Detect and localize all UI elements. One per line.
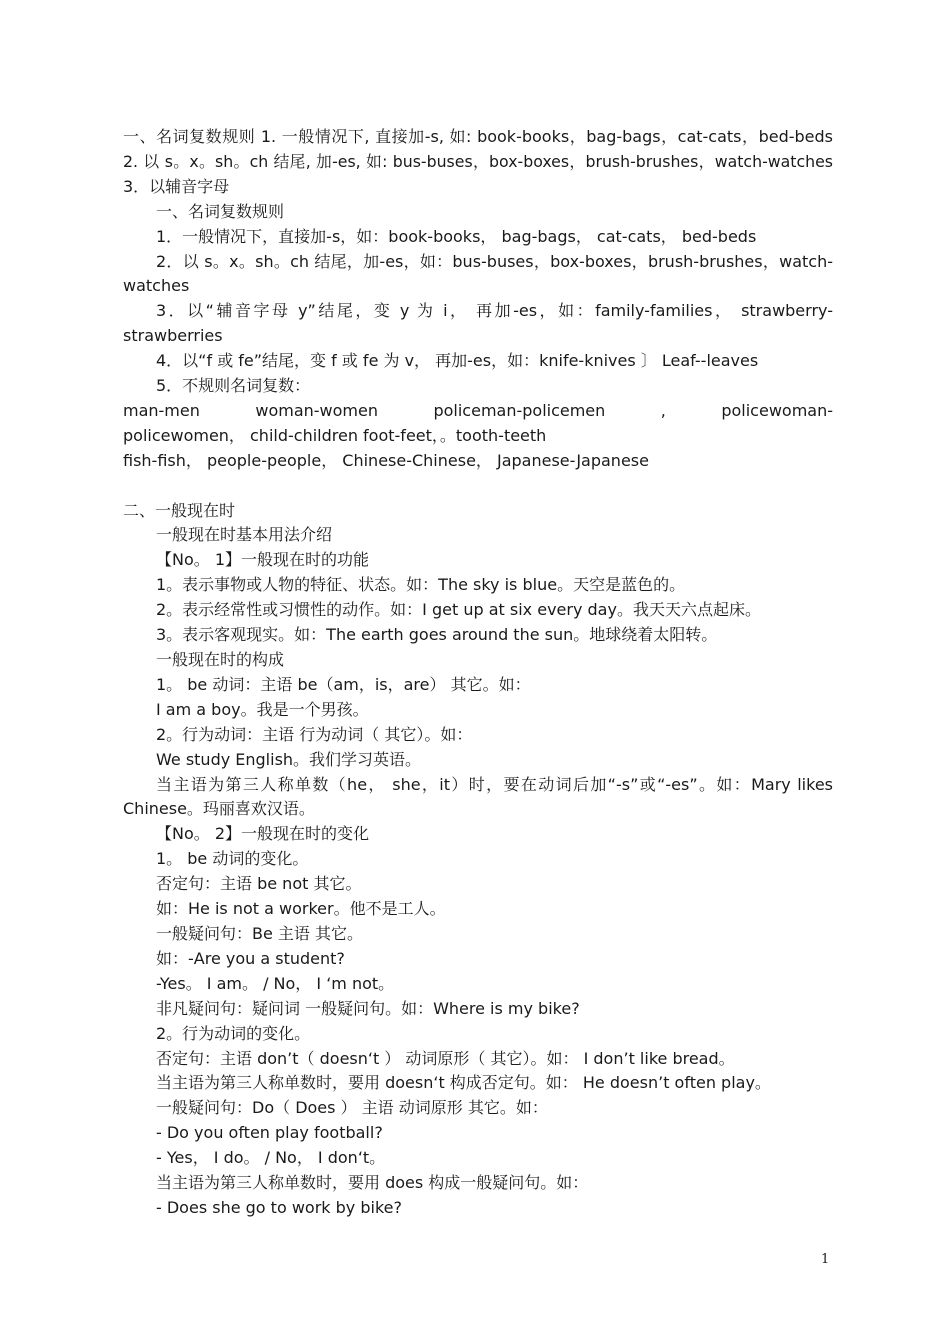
text-line: 如：He is not a worker。他不是工人。 — [156, 899, 446, 919]
page-number: 1 — [821, 1252, 830, 1267]
text-line: 1。 be 动词：主语 be（am，is，are） 其它。如： — [156, 674, 531, 694]
text-line: 当主语为第三人称单数（he， she，it）时，要在动词后加“-s”或“-es”。如：Mary likes — [156, 774, 833, 794]
text-line: 2。行为动词：主语 行为动词（ 其它）。如： — [156, 724, 473, 744]
text-line: 3．以辅音字母 — [123, 176, 230, 196]
text-line: 一、名词复数规则 1. 一般情况下, 直接加-s, 如: book-books，bag-bags，cat-cats，bed-beds — [123, 127, 833, 146]
blank-line — [123, 474, 833, 499]
text-line: 如：-Are you a student? — [156, 948, 345, 968]
section-heading: 二、一般现在时 — [123, 500, 236, 520]
text-line: policewomen， child-children foot-feet，。tooth-teeth — [123, 425, 547, 445]
text-line: -Yes。 I am。 / No， I ‘m not。 — [156, 973, 395, 993]
text-line: 否定句：主语 don’t（ doesn‘t ） 动词原形（ 其它）。如： I don’t like bread。 — [156, 1048, 735, 1068]
text-line: 否定句：主语 be not 其它。 — [156, 874, 362, 894]
text-line: - Does she go to work by bike? — [156, 1197, 402, 1217]
text-line: 一般疑问句：Be 主语 其它。 — [156, 923, 363, 943]
text-line: strawberries — [123, 326, 223, 346]
text-line: 1。 be 动词的变化。 — [156, 849, 309, 869]
text-line: 5．不规则名词复数： — [156, 376, 311, 396]
text-line: fish-fish， people-people， Chinese-Chinese， Japanese-Japanese — [123, 450, 649, 470]
text-line: 一般现在时的构成 — [156, 650, 285, 670]
document-body — [123, 125, 833, 1221]
text-line: 一般现在时基本用法介绍 — [156, 525, 333, 545]
text-line: 4．以“f 或 fe”结尾，变 f 或 fe 为 v， 再加-es，如：knife-knives 〕 Leaf--leaves — [156, 351, 759, 371]
text-line: - Yes， I do。 / No， I don‘t。 — [156, 1148, 386, 1168]
text-line: 1．一般情况下，直接加-s，如：book-books， bag-bags， cat-cats， bed-beds — [156, 226, 757, 246]
text-line: 当主语为第三人称单数时，要用 does 构成一般疑问句。如： — [156, 1173, 589, 1193]
text-line: 一般疑问句：Do（ Does ） 主语 动词原形 其它。如： — [156, 1098, 548, 1118]
text-line: 2。行为动词的变化。 — [156, 1023, 311, 1043]
text-line: watches — [123, 276, 190, 296]
text-line: 2. 以 s。x。sh。ch 结尾, 加-es, 如: bus-buses，box-boxes，brush-brushes，watch-watches — [123, 151, 833, 171]
text-line: 1。表示事物或人物的特征、状态。如：The sky is blue。天空是蓝色的。 — [156, 575, 686, 595]
text-line: Chinese。玛丽喜欢汉语。 — [123, 799, 315, 819]
text-line: 当主语为第三人称单数时，要用 doesn‘t 构成否定句。如： He doesn’t often play。 — [156, 1073, 771, 1093]
text-line: 非凡疑问句：疑问词 一般疑问句。如：Where is my bike? — [156, 998, 580, 1018]
text-line: 【No。 1】一般现在时的功能 — [156, 550, 370, 570]
text-line: We study English。我们学习英语。 — [156, 749, 422, 769]
text-line: 3。表示客观现实。如：The earth goes around the sun。地球绕着太阳转。 — [156, 625, 718, 645]
text-line: 3．以“辅音字母 y”结尾，变 y 为 i， 再加-es，如：family-families， strawberry- — [156, 301, 833, 321]
text-line: 2．以 s。x。sh。ch 结尾，加-es，如：bus-buses，box-boxes，brush-brushes，watch- — [156, 251, 833, 271]
section-heading: 一、名词复数规则 — [156, 201, 285, 221]
text-line: I am a boy。我是一个男孩。 — [156, 699, 369, 719]
text-line: - Do you often play football? — [156, 1123, 383, 1143]
text-line: man-men woman-women policeman-policemen , policewoman- — [123, 400, 833, 420]
text-line: 【No。 2】一般现在时的变化 — [156, 824, 370, 844]
text-line: 2。表示经常性或习惯性的动作。如：I get up at six every day。我天天六点起床。 — [156, 600, 761, 620]
